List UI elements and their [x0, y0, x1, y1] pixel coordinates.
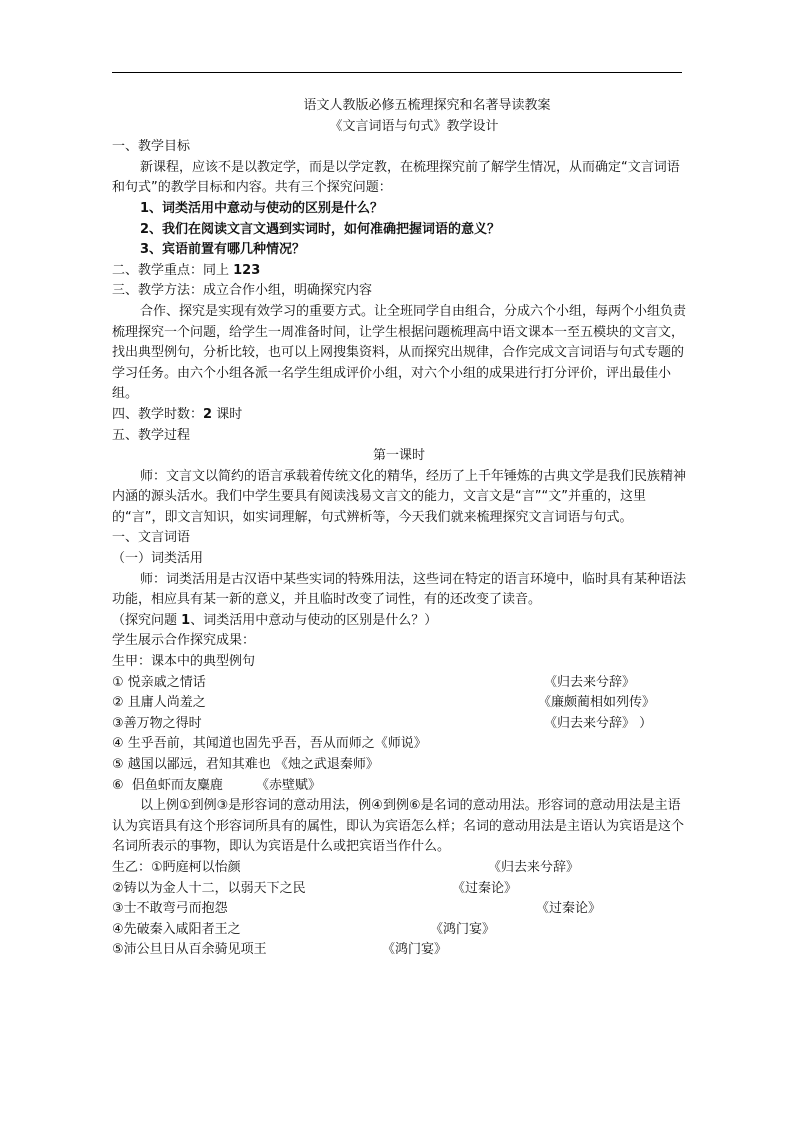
example-source: 《鸿门宴》 [382, 942, 448, 958]
key-points-label: 二、教学重点：同上 [112, 262, 234, 278]
example-text: 生乙：①眄庭柯以怡颜 [112, 859, 241, 875]
example-source: 《归去来兮辞》 ） [544, 715, 653, 731]
explore-prefix: （探究问题 [112, 612, 182, 628]
document-title: 语文人教版必修五梳理探究和名著导读教案 [303, 98, 551, 113]
section-heading-hours [112, 405, 686, 426]
analysis-paragraph: 以上例①到例③是形容词的意动用法，例④到例⑥是名词的意动用法。形容词的意动用法是主语认为宾语具有这个形容词所具有的属性，即认为宾语怎么样；名词的意动用法是主语认为宾语是这个名词所表示的事物，即认为宾语是什么或把宾语当作什么。 [112, 798, 685, 855]
example-text: ⑤ 越国以鄙远，君知其难也 《烛之武退秦师》 [112, 757, 379, 772]
document-subtitle: 《文言词语与句式》教学设计 [329, 118, 499, 134]
example-source: 《过秦论》 [536, 901, 602, 917]
part-heading-words: 一、文言词语 [112, 530, 191, 546]
example-text: ⑤沛公旦日从百余骑见项王 [112, 942, 267, 958]
document-page [112, 96, 686, 961]
explore-number: 1 [181, 612, 191, 628]
example-a-3 [112, 714, 686, 735]
example-text: ⑥ 侣鱼虾而友麋鹿 《赤壁赋》 [112, 777, 321, 793]
example-source: 《鸿门宴》 [430, 921, 496, 937]
student-a-intro: 生甲：课本中的典型例句 [112, 654, 256, 670]
subheading-word-class: （一）词类活用 [112, 551, 204, 567]
example-b-5 [112, 940, 686, 961]
example-a-1 [112, 673, 686, 694]
example-b-3 [112, 899, 686, 920]
section-heading-key-points [112, 261, 686, 282]
method-paragraph: 合作、探究是实现有效学习的重要方式。让全班同学自由组合，分成六个小组，每两个小组负责梳理探究一个问题，给学生一周准备时间，让学生根据问题梳理高中语文课本一至五模块的文言文，找出典型例句，分析比较，也可以上网搜集资料，从而探究出规律，合作完成文言词语与句式专题的学习任务。由六个小组各派一名学生组成评价小组，对六个小组的成果进行打分评价，评出最佳小组。 [112, 303, 687, 402]
example-text: ④先破秦入咸阳者王之 [112, 921, 241, 937]
example-text: ② 且庸人尚羞之 [112, 695, 206, 711]
question-3: 3、宾语前置有哪几种情况？ [140, 242, 306, 258]
header-rule [112, 72, 682, 73]
hours-unit: 课时 [212, 406, 243, 422]
teacher-definition-paragraph: 师：词类活用是古汉语中某些实词的特殊用法，这些词在特定的语言环境中，临时具有某种语法功能，相应具有某一新的意义，并且临时改变了词性，有的还改变了读音。 [112, 571, 687, 608]
hours-label: 四、教学时数： [112, 406, 204, 422]
explore-text: 、词类活用中意动与使动的区别是什么？） [190, 612, 438, 628]
example-b-4 [112, 920, 686, 941]
teacher-intro-paragraph: 师：文言文以简约的语言承载着传统文化的精华，经历了上千年锤炼的古典文学是我们民族精神内涵的源头活水。我们中学生要具有阅读浅易文言文的能力，文言文是“言”“文”并重的，这里的“言”，即文言知识，如实词理解，句式辨析等，今天我们就来梳理探究文言词语与句式。 [112, 468, 687, 525]
example-text: ③士不敢弯弓而抱怨 [112, 901, 228, 917]
example-source: 《廉颇蔺相如列传》 [538, 695, 656, 711]
example-a-6 [112, 776, 686, 797]
example-b-1 [112, 858, 686, 879]
example-text: ②铸以为金人十二，以弱天下之民 [112, 880, 306, 896]
example-a-5 [112, 755, 686, 776]
question-1: 1、词类活用中意动与使动的区别是什么？ [140, 200, 384, 216]
example-source: 《归去来兮辞》 [544, 674, 636, 690]
question-2: 2、我们在阅读文言文遇到实词时，如何准确把握词语的意义？ [140, 221, 501, 237]
section-heading-method: 三、教学方法：成立合作小组，明确探究内容 [112, 283, 373, 299]
example-text: ③善万物之得时 [112, 715, 202, 731]
example-a-2 [112, 693, 686, 714]
section-heading-process: 五、教学过程 [112, 427, 191, 443]
lesson-title: 第一课时 [372, 448, 425, 464]
example-source: 《归去来兮辞》 [488, 859, 580, 875]
example-text: ① 悦亲戚之情话 [112, 674, 206, 690]
objectives-paragraph: 新课程，应该不是以教定学，而是以学定教，在梳理探究前了解学生情况，从而确定“文言词语和句式”的教学目标和内容。共有三个探究问题： [112, 159, 680, 196]
hours-value: 2 [203, 406, 213, 422]
section-heading-objectives: 一、教学目标 [112, 139, 191, 155]
example-text: ④ 生乎吾前，其闻道也固先乎吾，吾从而师之《师说》 [112, 736, 427, 752]
results-intro: 学生展示合作探究成果： [112, 633, 256, 649]
example-a-4 [112, 734, 686, 755]
example-source: 《过秦论》 [452, 880, 518, 896]
explore-question [112, 611, 686, 632]
key-points-value: 123 [233, 262, 261, 278]
example-b-2 [112, 879, 686, 900]
